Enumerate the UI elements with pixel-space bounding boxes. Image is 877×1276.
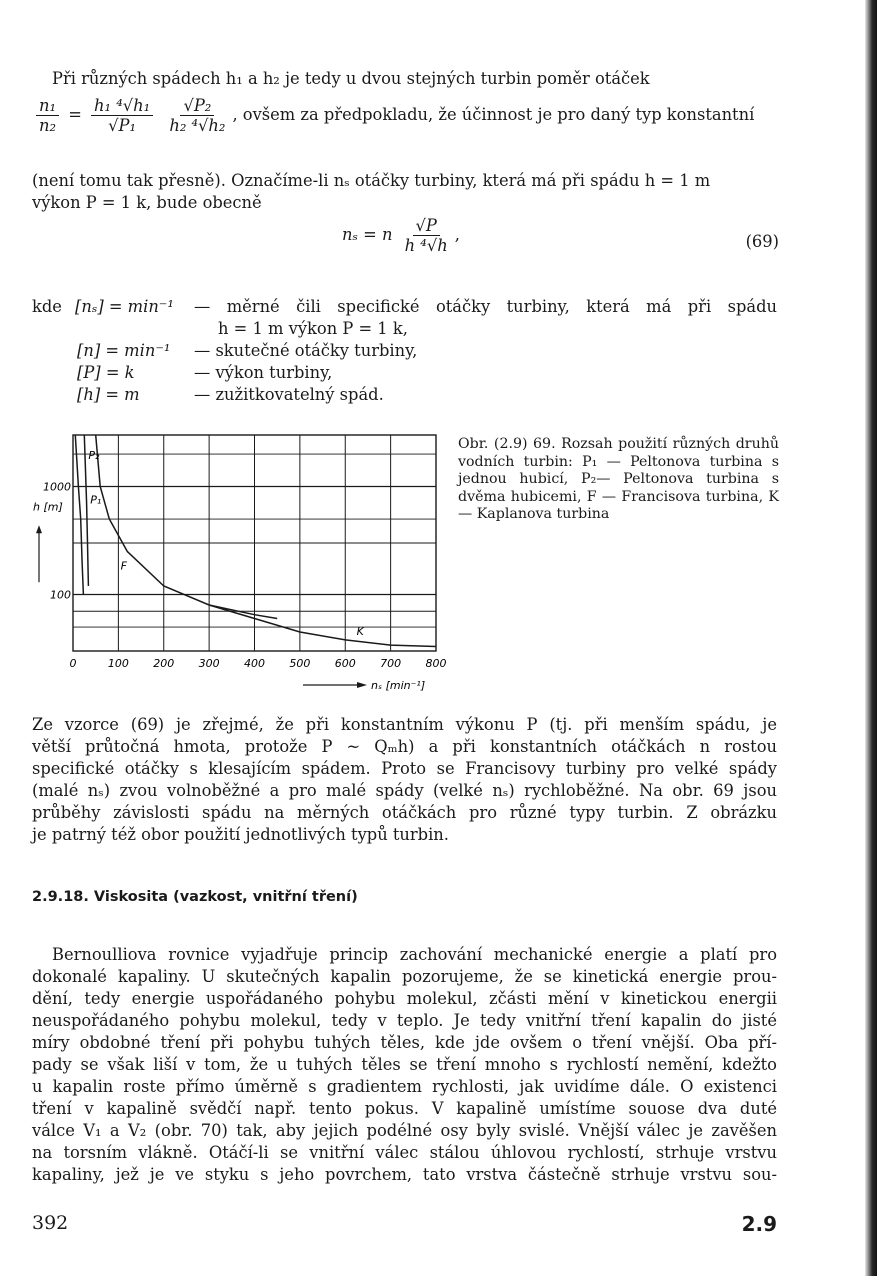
x-tick-6: 600 bbox=[334, 657, 356, 670]
units-desc-ns-cont: h = 1 m výkon P = 1 k, bbox=[218, 319, 408, 338]
para-after-fig-line-4: (malé nₛ) zvou volnoběžné a pro malé spády (velké nₛ) rychloběžné. Na obr. 69 jsou bbox=[32, 781, 777, 800]
x-tick-4: 400 bbox=[244, 657, 265, 670]
para-section-line-8: tření v kapalině svědčí např. tento pokus. V kapalině umístíme souose dva duté bbox=[32, 1099, 777, 1118]
para-after-fig-line-6: je patrný též obor použití jednotlivých typů turbin. bbox=[32, 825, 449, 844]
x-axis-arrowhead bbox=[357, 682, 367, 688]
equation-69 bbox=[342, 216, 460, 255]
units-sym-n: [n] = min⁻¹ bbox=[77, 341, 171, 360]
eq-ratio-lhs bbox=[36, 96, 59, 135]
y-tick-0: 1000 bbox=[43, 480, 71, 494]
x-tick-3: 300 bbox=[198, 657, 220, 670]
section-heading: 2.9.18. Viskosita (vazkost, vnitřní tření) bbox=[32, 889, 358, 905]
eq-ratio-lhs-den: n₂ bbox=[39, 116, 57, 135]
para-after-fig-line-5: průběhy závislosti spádu na měrných otáčkách pro různé typy turbin. Z obrázku bbox=[32, 803, 777, 822]
para-section-line-4: neuspořádaného pohybu molekul, tedy v teplo. Je tedy vnitřní tření kapalin do jisté bbox=[32, 1011, 777, 1030]
curve-label-k: K bbox=[356, 625, 364, 639]
y-axis-arrowhead bbox=[36, 525, 42, 533]
chart-curves bbox=[75, 435, 436, 647]
eq69-num: √P bbox=[413, 216, 440, 236]
x-tick-5: 500 bbox=[289, 657, 311, 670]
page-number: 392 bbox=[32, 1212, 69, 1234]
eq-ratio-tail: , ovšem za předpokladu, že účinnost je pro daný typ konstantní bbox=[232, 105, 755, 124]
eq69-comma: , bbox=[454, 225, 460, 244]
para-section-line-3: dění, tedy energie uspořádaného pohybu molekul, zčásti mění v kinetickou energii bbox=[32, 989, 777, 1008]
eq69-den: h ⁴√h bbox=[404, 236, 448, 255]
eq-ratio-f2-den: h₂ ⁴√h₂ bbox=[169, 116, 226, 135]
para-after-ratio-1: (není tomu tak přesně). Označíme-li nₛ otáčky turbiny, která má při spádu h = 1 m bbox=[32, 171, 711, 190]
units-list bbox=[32, 296, 777, 408]
para-after-fig-line-1: Ze vzorce (69) je zřejmé, že při konstantním výkonu P (tj. při menším spádu, je bbox=[32, 715, 777, 734]
units-sym-p: [P] = k bbox=[77, 363, 135, 382]
x-tick-7: 700 bbox=[380, 657, 402, 670]
eq69-lhs: nₛ = n bbox=[342, 225, 393, 244]
curve-label-p1: P₁ bbox=[90, 493, 102, 507]
curve-label-p2: P₂ bbox=[88, 448, 100, 462]
eq-ratio-f2-num: √P₂ bbox=[180, 96, 214, 116]
para-section-line-1: Bernoulliova rovnice vyjadřuje princip zachování mechanické energie a platí pro bbox=[52, 945, 777, 964]
y-tick-1: 100 bbox=[50, 588, 71, 602]
page-edge-shadow bbox=[865, 0, 877, 1276]
x-tick-1: 100 bbox=[107, 657, 129, 670]
para-after-fig-line-3: specifické otáčky s klesajícím spádem. Proto se Francisovy turbiny pro velké spády bbox=[32, 759, 777, 778]
para-section-line-6: pady se však liší v tom, že u tuhých těles se tření mnoho s rychlostí nemění, kdežto bbox=[32, 1055, 777, 1074]
eq69-fraction bbox=[402, 216, 451, 255]
eq-ratio-f1-den: √P₁ bbox=[108, 116, 137, 135]
units-desc-n: — skutečné otáčky turbiny, bbox=[194, 341, 418, 360]
series-line-1 bbox=[75, 435, 83, 595]
para-after-ratio-2: výkon P = 1 k, bude obecně bbox=[32, 193, 262, 212]
x-axis-label: nₛ [min⁻¹] bbox=[371, 679, 426, 692]
eq-ratio-f2 bbox=[166, 96, 228, 135]
eq69-number: (69) bbox=[745, 232, 779, 251]
units-sym-ns: [nₛ] = min⁻¹ bbox=[75, 297, 174, 316]
eq-ratio-lhs-num: n₁ bbox=[36, 96, 59, 116]
y-axis-label: h [m] bbox=[33, 500, 63, 514]
turbine-range-chart bbox=[28, 425, 468, 695]
section-marker: 2.9 bbox=[741, 1212, 777, 1236]
chart-labels bbox=[33, 449, 447, 692]
eq-ratio-f1-num: h₁ ⁴√h₁ bbox=[91, 96, 153, 116]
para-after-fig-line-2: větší průtočná hmota, protože P ~ Qₘh) a při konstantních otáčkách n rostou bbox=[32, 737, 777, 756]
figure-caption: Obr. (2.9) 69. Rozsah použití různých druhů vodních turbin: P₁ — Peltonova turbina s jednou hubicí, P₂— Peltonova turbina s dvěma hubicemi, F — Francisova turbina, K— Kaplanova turbina bbox=[458, 436, 779, 523]
curve-label-f: F bbox=[120, 559, 127, 573]
para-section-line-5: míry obdobné tření při pohybu tuhých těles, kde jde ovšem o tření vnější. Oba pří- bbox=[32, 1033, 777, 1052]
eq-ratio-f1 bbox=[91, 96, 153, 135]
para-section-line-2: dokonalé kapaliny. U skutečných kapalin pozorujeme, že se kinetická energie prou- bbox=[32, 967, 777, 986]
para-section-line-10: na torsním vlákně. Otáčí-li se vnitřní válec stálou úhlovou rychlostí, strhuje vrstvu bbox=[32, 1143, 777, 1162]
x-tick-0: 0 bbox=[69, 657, 77, 670]
para-section-line-9: válce V₁ a V₂ (obr. 70) tak, aby jejich podélné osy byly svislé. Vnější válec je zavěšen bbox=[32, 1121, 777, 1140]
units-kde: kde bbox=[32, 297, 62, 316]
units-desc-h: — zužitkovatelný spád. bbox=[194, 385, 384, 404]
intro-line: Při různých spádech h₁ a h₂ je tedy u dvou stejných turbin poměr otáček bbox=[52, 69, 650, 88]
para-section-line-11: kapaliny, jež je ve styku s jeho povrchem, tato vrstva částečně strhuje vrstvu sou- bbox=[32, 1165, 777, 1184]
eq-ratio-equals: = bbox=[68, 105, 82, 124]
units-desc-ns: — měrné čili specifické otáčky turbiny, která má při spádu bbox=[194, 297, 777, 316]
series-line-2 bbox=[96, 435, 278, 619]
units-desc-p: — výkon turbiny, bbox=[194, 363, 333, 382]
x-tick-2: 200 bbox=[153, 657, 175, 670]
equation-ratio bbox=[32, 96, 754, 135]
para-section-line-7: u kapalin roste přímo úměrně s gradientem rychlosti, jak uvidíme dále. O existenci bbox=[32, 1077, 777, 1096]
x-tick-8: 800 bbox=[425, 657, 447, 670]
units-sym-h: [h] = m bbox=[77, 385, 140, 404]
